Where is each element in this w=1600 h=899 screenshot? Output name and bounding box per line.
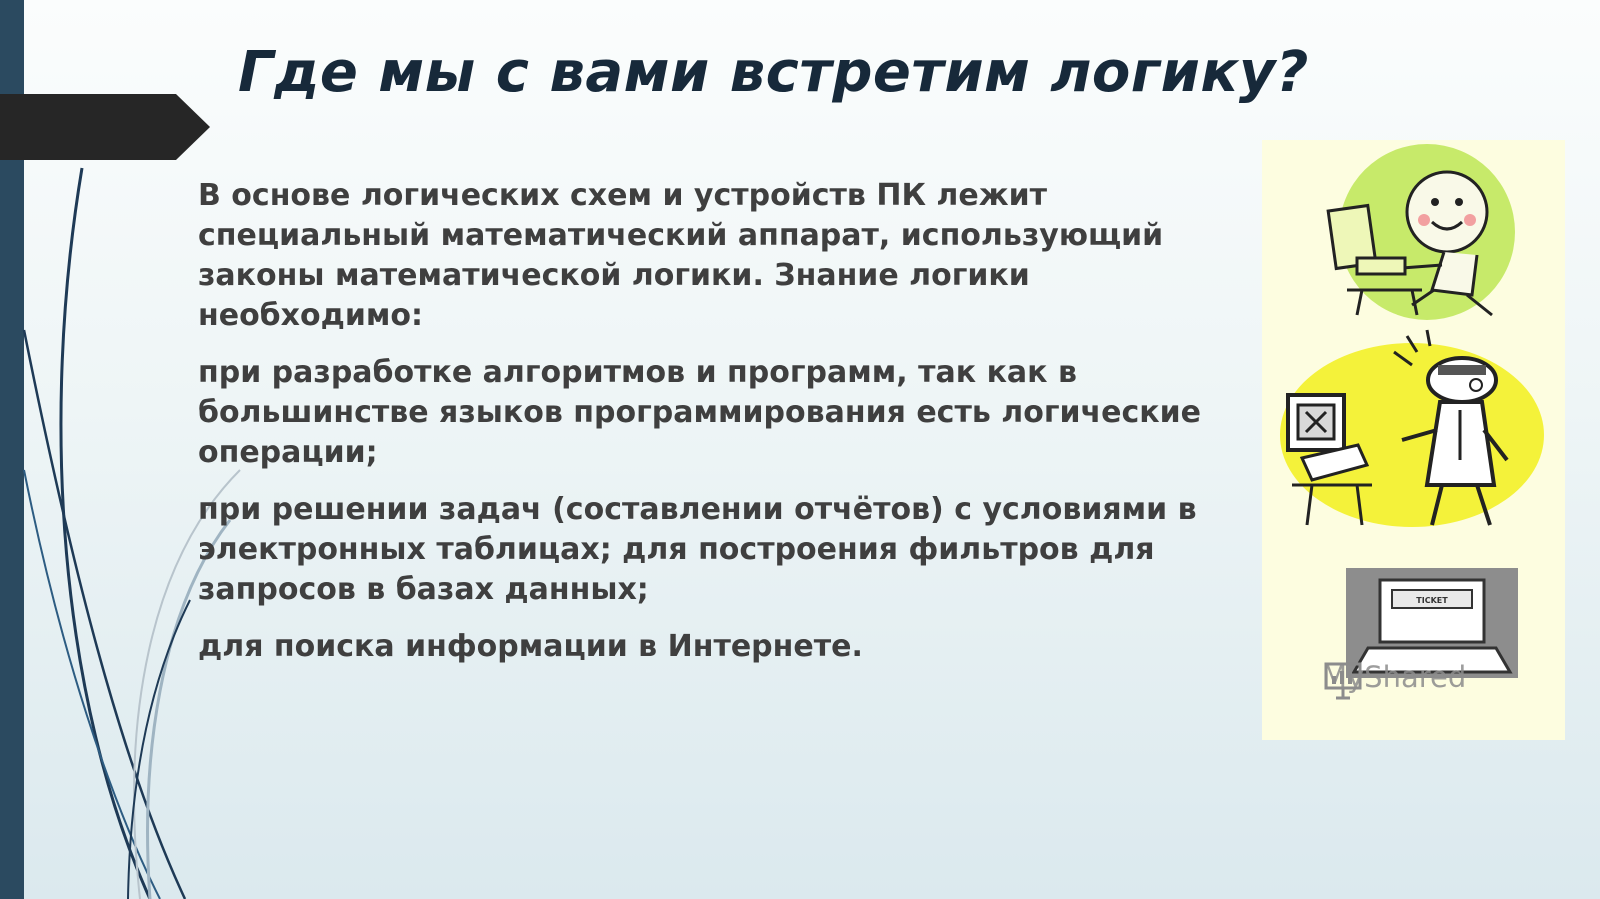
bullet-algorithms: при разработке алгоритмов и программ, так как в большинстве языков программирования есть логические операции;: [198, 355, 1201, 470]
watermark-text: MyShared: [1322, 660, 1467, 694]
person-at-computer-icon: [1328, 144, 1515, 320]
ticket-caption: TICKET: [1416, 596, 1448, 605]
detective-with-computer-icon: [1280, 330, 1544, 527]
watermark: [1322, 660, 1466, 694]
bullet-spreadsheets: при решении задач (составлении отчётов) с условиями в электронных таблицах; для построения фильтров для запросов в базах данных;: [198, 492, 1197, 607]
intro-paragraph: В основе логических схем и устройств ПК лежит специальный математический аппарат, использующий законы математической логики. Знание логики необходимо:: [198, 178, 1164, 333]
illustration-panel: [1262, 140, 1565, 740]
bullet-internet-search: для поиска информации в Интернете.: [198, 629, 863, 664]
title-arrow-tab: [0, 94, 210, 160]
slide-body: [198, 176, 1238, 684]
slide-title: Где мы с вами встретим логику?: [238, 40, 1309, 105]
